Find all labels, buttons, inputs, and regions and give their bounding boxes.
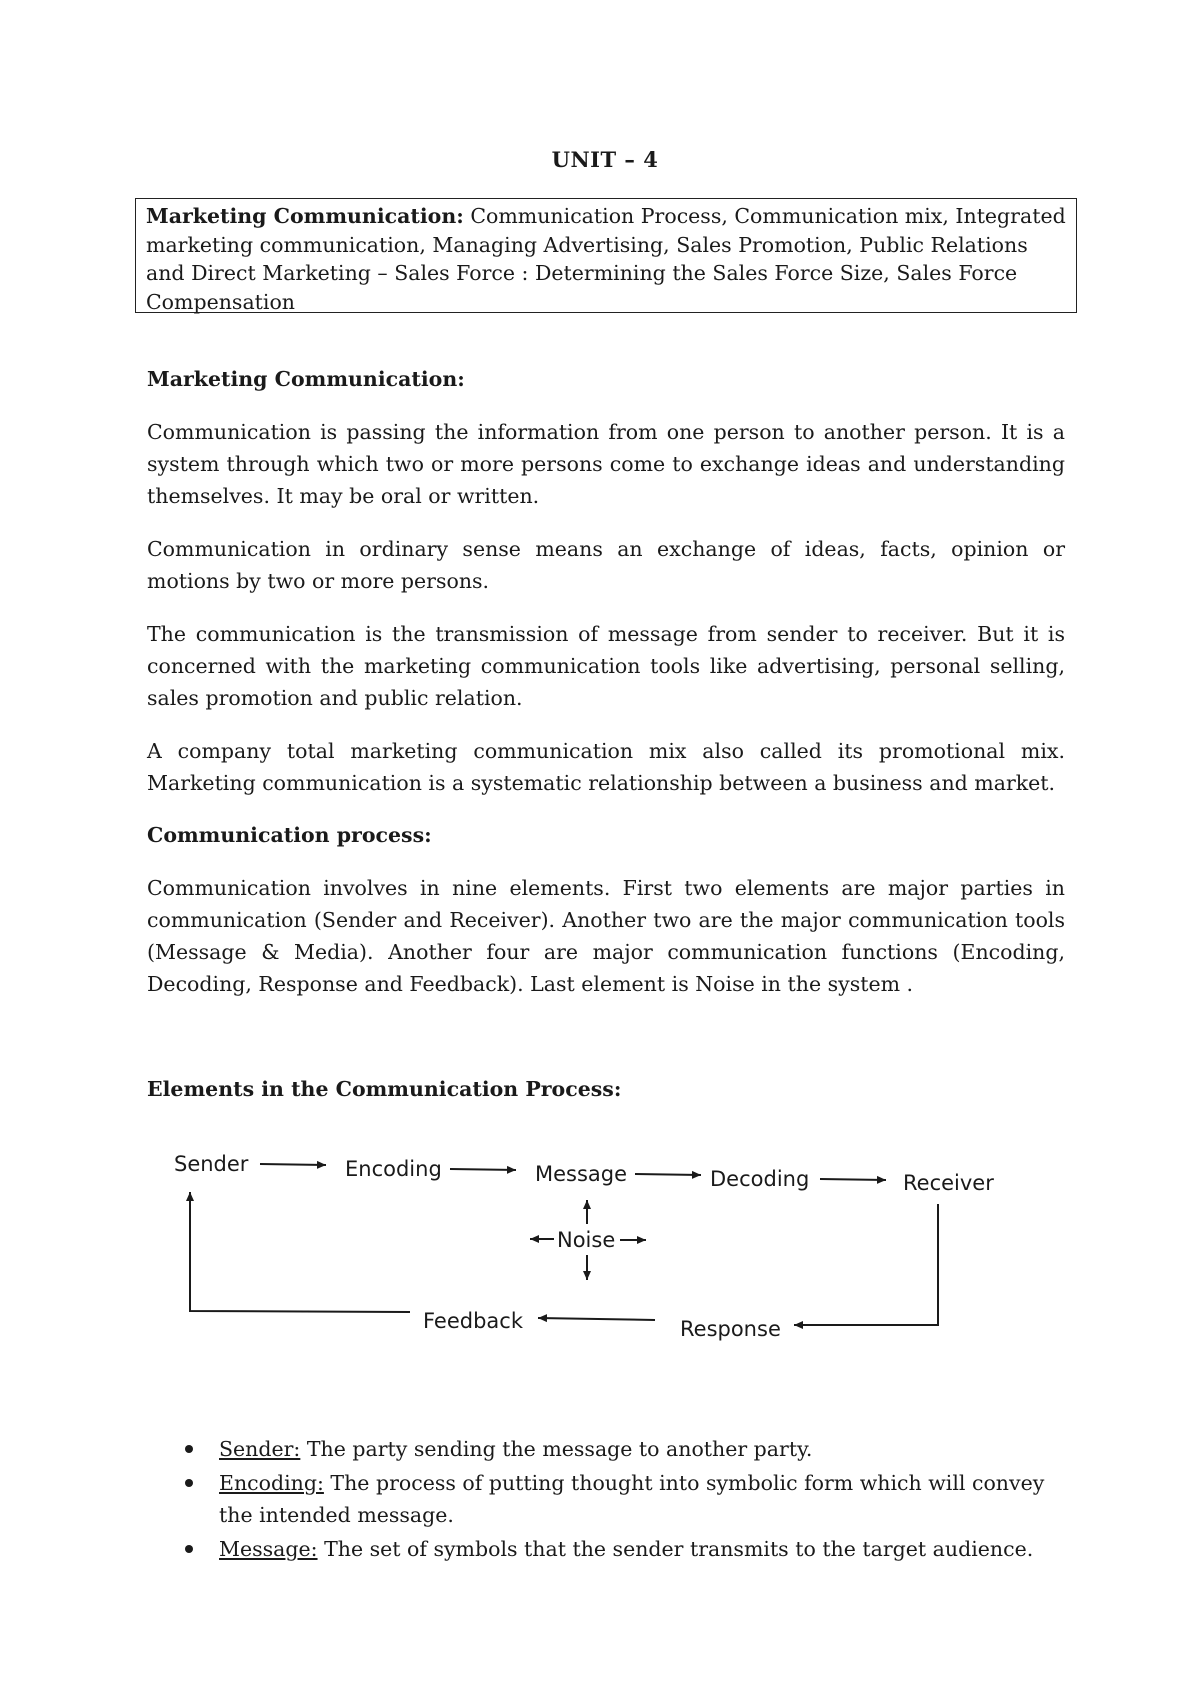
bullet-dot <box>185 1479 193 1487</box>
paragraph-4: A company total marketing communication mix also called its promotional mix. Marketing communication is a systematic relationship between a business and market. <box>147 739 1065 795</box>
communication-process-diagram <box>160 1140 1020 1355</box>
arrow-decoding-receiver <box>820 1179 886 1180</box>
communication-process-paragraph: Communication involves in nine elements. First two elements are major parties in communication (Sender and Receiver). Another two are the major communication tools (Message & Media). Another four are major communication functions (Encoding, Decoding, Response and Feedback). Last element is Noise in the system . <box>147 876 1065 996</box>
node-message: Message <box>535 1162 628 1186</box>
node-sender: Sender <box>174 1152 249 1176</box>
marketing-communication-heading: Marketing Communication: <box>147 367 465 391</box>
node-encoding: Encoding <box>345 1157 442 1181</box>
definition-text: The process of putting thought into symbolic form which will convey the intended message. <box>219 1471 1045 1527</box>
arrow-sender-encoding <box>260 1164 326 1165</box>
paragraph-2: Communication in ordinary sense means an exchange of ideas, facts, opinion or motions by two or more persons. <box>147 537 1065 593</box>
syllabus-text: Communication Process, Communication mix, Integrated marketing communication, Managing Advertising, Sales Promotion, Public Relations and Direct Marketing – Sales Force : Determining the Sales Force Size, Sales Force Compensation <box>146 204 1066 314</box>
list-item <box>147 1467 1065 1531</box>
node-decoding: Decoding <box>710 1167 810 1191</box>
arrow-message-decoding <box>635 1174 701 1175</box>
arrow-response-feedback <box>538 1318 655 1320</box>
paragraph-3: The communication is the transmission of message from sender to receiver. But it is concerned with the marketing communication tools like advertising, personal selling, sales promotion and public relation. <box>147 622 1065 710</box>
arrow-receiver-response <box>794 1204 938 1325</box>
arrow-feedback-sender <box>190 1192 410 1312</box>
node-noise: Noise <box>557 1228 616 1252</box>
communication-process-heading: Communication process: <box>147 823 432 847</box>
bullet-dot <box>185 1545 193 1553</box>
definition-text: The party sending the message to another party. <box>300 1437 813 1461</box>
definitions-list <box>147 1433 1065 1567</box>
node-response: Response <box>680 1317 781 1341</box>
node-feedback: Feedback <box>423 1309 524 1333</box>
elements-heading: Elements in the Communication Process: <box>147 1077 622 1101</box>
unit-title: UNIT – 4 <box>551 147 659 172</box>
arrow-encoding-message <box>450 1169 516 1170</box>
definition-term: Message: <box>219 1537 318 1561</box>
bullet-dot <box>185 1445 193 1453</box>
syllabus-box <box>135 198 1077 313</box>
syllabus-label: Marketing Communication: <box>146 204 464 228</box>
definition-term: Sender: <box>219 1437 301 1461</box>
list-item <box>147 1433 1065 1465</box>
paragraph-1: Communication is passing the information from one person to another person. It is a system through which two or more persons come to exchange ideas and understanding themselves. It may be oral or written. <box>147 420 1065 508</box>
node-receiver: Receiver <box>903 1171 994 1195</box>
definition-text: The set of symbols that the sender transmits to the target audience. <box>317 1537 1034 1561</box>
definition-term: Encoding: <box>219 1471 324 1495</box>
list-item <box>147 1533 1065 1565</box>
